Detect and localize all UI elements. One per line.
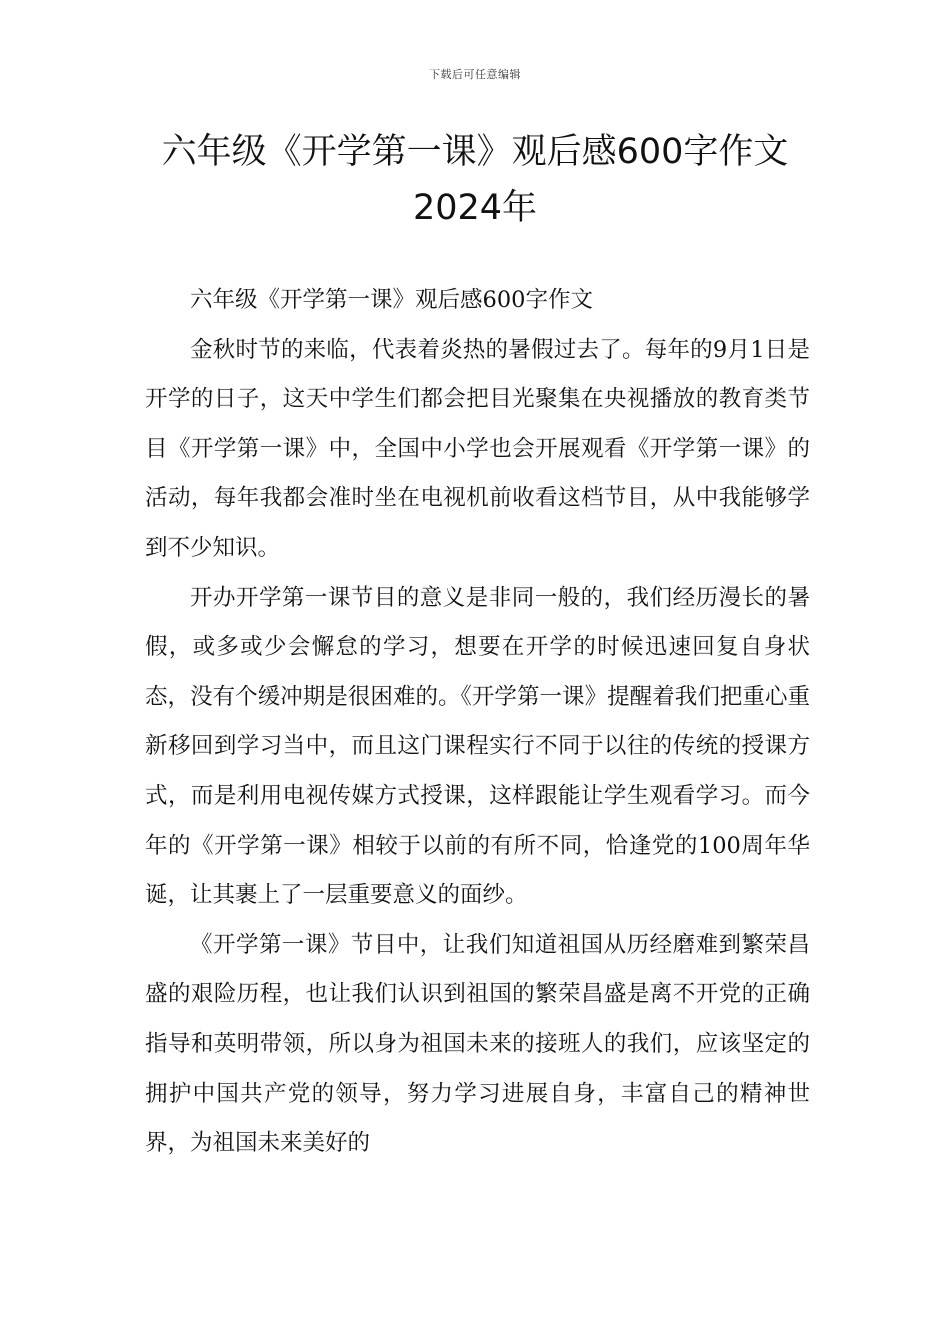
- document-body: [145, 276, 810, 1169]
- title-line-1: 六年级《开学第一课》观后感600字作文: [161, 132, 789, 172]
- paragraph: 金秋时节的来临，代表着炎热的暑假过去了。每年的9月1日是开学的日子，这天中学生们都会把目光聚集在央视播放的教育类节目《开学第一课》中，全国中小学也会开展观看《开学第一课》的活动，每年我都会准时坐在电视机前收看这档节目，从中我能够学到不少知识。: [145, 336, 810, 561]
- header-note: 下载后可任意编辑: [429, 68, 521, 81]
- subtitle-paragraph: 六年级《开学第一课》观后感600字作文: [190, 287, 593, 313]
- title-line-2: 2024年: [412, 188, 538, 228]
- document-title: [120, 124, 830, 236]
- paragraph: 《开学第一课》节目中，让我们知道祖国从历经磨难到繁荣昌盛的艰险历程，也让我们认识到祖国的繁荣昌盛是离不开党的正确指导和英明带领，所以身为祖国未来的接班人的我们，应该坚定的拥护中国共产党的领导，努力学习进展自身，丰富自己的精神世界，为祖国未来美好的: [145, 931, 810, 1157]
- paragraph: 开办开学第一课节目的意义是非同一般的，我们经历漫长的暑假，或多或少会懈怠的学习，想要在开学的时候迅速回复自身状态，没有个缓冲期是很困难的。《开学第一课》提醒着我们把重心重新移回到学习当中，而且这门课程实行不同于以往的传统的授课方式，而是利用电视传媒方式授课，这样跟能让学生观看学习。而今年的《开学第一课》相较于以前的有所不同，恰逢党的100周年华诞，让其裹上了一层重要意义的面纱。: [145, 584, 810, 909]
